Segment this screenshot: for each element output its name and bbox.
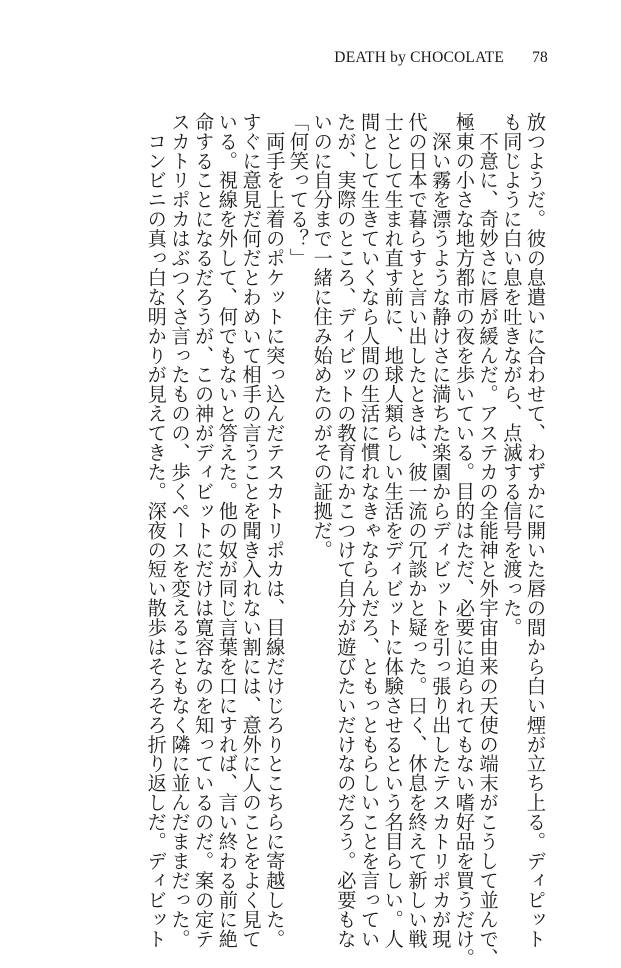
text-line: コンビニの真っ白な明かりが見えてきた。深夜の短い散歩はそろそろ折り返しだ。ディビット (144, 112, 168, 949)
text-line: 代の日本で暮らすと言い出したときは、彼一流の冗談かと疑った。曰く、休息を終えて新しい戦 (405, 112, 429, 949)
book-title: DEATH by CHOCOLATE (334, 49, 505, 66)
text-line: 放つようだ。彼の息遣いに合わせて、わずかに開いた唇の間から白い煙が立ち上る。ディピット (524, 112, 547, 949)
text-line: いる。視線を外して、何でもないと答えた。他の奴が同じ言葉を口にすれば、言い終わる前に絶 (215, 112, 239, 949)
text-line: いのに自分まで一緒に住み始めたのがその証拠だ。 (310, 112, 334, 560)
text-line: スカトリポカはぶつくさ言ったものの、歩くペースを変えることもなく隣に並んだままだった。 (168, 112, 192, 949)
text-line: 命することになるだろうが、この神がディビットにだけは寛容なのを知っているのだ。案の定テ (192, 112, 216, 949)
text-line: すぐに意見だ何だとわめいて相手の言うことを聞き入れない割には、意外に人のことをよく見て (239, 112, 263, 949)
text-line: 士として生まれ直す前に、地球人類らしい生活をディビットに体験させるという名目らしい。人 (381, 112, 405, 949)
page-number: 78 (532, 49, 548, 66)
text-line: 深い霧を漂うような静けさに満ちた楽園からディビットを引っ張り出したテスカトリポカが現 (429, 112, 453, 949)
text-line: も同じように白い息を吐きながら、点滅する信号を渡った。 (500, 112, 524, 638)
text-line: 極東の小さな地方都市の夜を歩いている。目的はただ、必要に迫られてもない嗜好品を買うだけ。 (452, 112, 476, 968)
text-line: 間として生きていくなら人間の生活に慣れなきゃならんだろ、ともっともらしいことを言ってい (358, 112, 382, 949)
text-line: たが、実際のところ、ディビットの教育にかこつけて自分が遊びたいだけなのだろう。必要もな (334, 112, 358, 949)
text-line: 両手を上着のポケットに突っ込んだテスカトリポカは、目線だけじろりとこちらに寄越した。 (263, 112, 287, 949)
text-line: 不意に、奇妙さに唇が緩んだ。アステカの全能神と外宇宙由来の天使の端末がこうして並んで、 (476, 112, 500, 968)
text-line: 「何笑ってる？」 (286, 112, 310, 268)
body-text (144, 112, 547, 968)
running-header (334, 49, 548, 67)
